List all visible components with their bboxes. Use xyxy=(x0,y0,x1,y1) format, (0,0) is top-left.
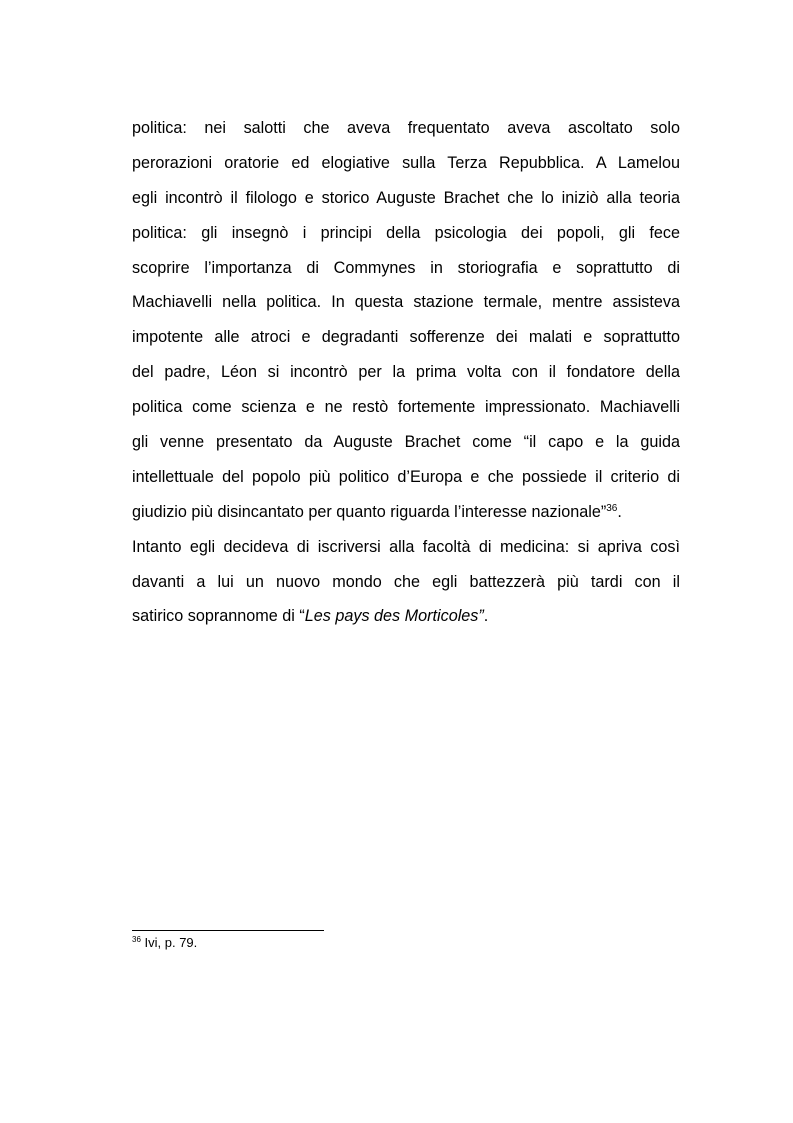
text-line: Intanto egli decideva di iscriversi alla facoltà di medicina: si apriva così xyxy=(132,537,680,556)
footnote xyxy=(132,935,197,951)
text-line: davanti a lui un nuovo mondo che egli battezzerà più tardi con il xyxy=(132,572,680,591)
text-fragment: satirico soprannome di “ xyxy=(132,607,305,626)
text-line: politica come scienza e ne restò fortemente impressionato. Machiavelli xyxy=(132,398,680,417)
footnote-reference[interactable]: 36 xyxy=(606,502,618,514)
text-line: scoprire l’importanza di Commynes in storiografia e soprattutto di xyxy=(132,258,680,277)
text-line: politica: gli insegnò i principi della psicologia dei popoli, gli fece xyxy=(132,223,680,242)
footnote-number: 36 xyxy=(132,935,141,944)
footnote-divider xyxy=(132,930,324,931)
text-fragment: . xyxy=(617,502,622,521)
text-line: perorazioni oratorie ed elogiative sulla Terza Repubblica. A Lamelou xyxy=(132,153,680,172)
text-fragment: . xyxy=(483,607,489,626)
footnote-text: Ivi, p. 79. xyxy=(140,935,198,950)
text-line xyxy=(132,495,680,530)
text-line xyxy=(132,599,680,634)
text-fragment: giudizio più disincantato per quanto riguarda l’interesse nazionale” xyxy=(132,502,607,521)
text-line: impotente alle atroci e degradanti sofferenze dei malati e soprattutto xyxy=(132,328,680,347)
text-line: gli venne presentato da Auguste Brachet come “il capo e la guida xyxy=(132,433,680,452)
text-line: intellettuale del popolo più politico d’Europa e che possiede il criterio di xyxy=(132,467,680,486)
body-text xyxy=(132,111,680,634)
text-line: del padre, Léon si incontrò per la prima volta con il fondatore della xyxy=(132,363,680,382)
text-line: egli incontrò il filologo e storico Auguste Brachet che lo iniziò alla teoria xyxy=(132,188,680,207)
text-line: Machiavelli nella politica. In questa stazione termale, mentre assisteva xyxy=(132,293,680,312)
italic-title: Les pays des Morticoles” xyxy=(304,607,484,626)
text-line: politica: nei salotti che aveva frequentato aveva ascoltato solo xyxy=(132,119,680,137)
